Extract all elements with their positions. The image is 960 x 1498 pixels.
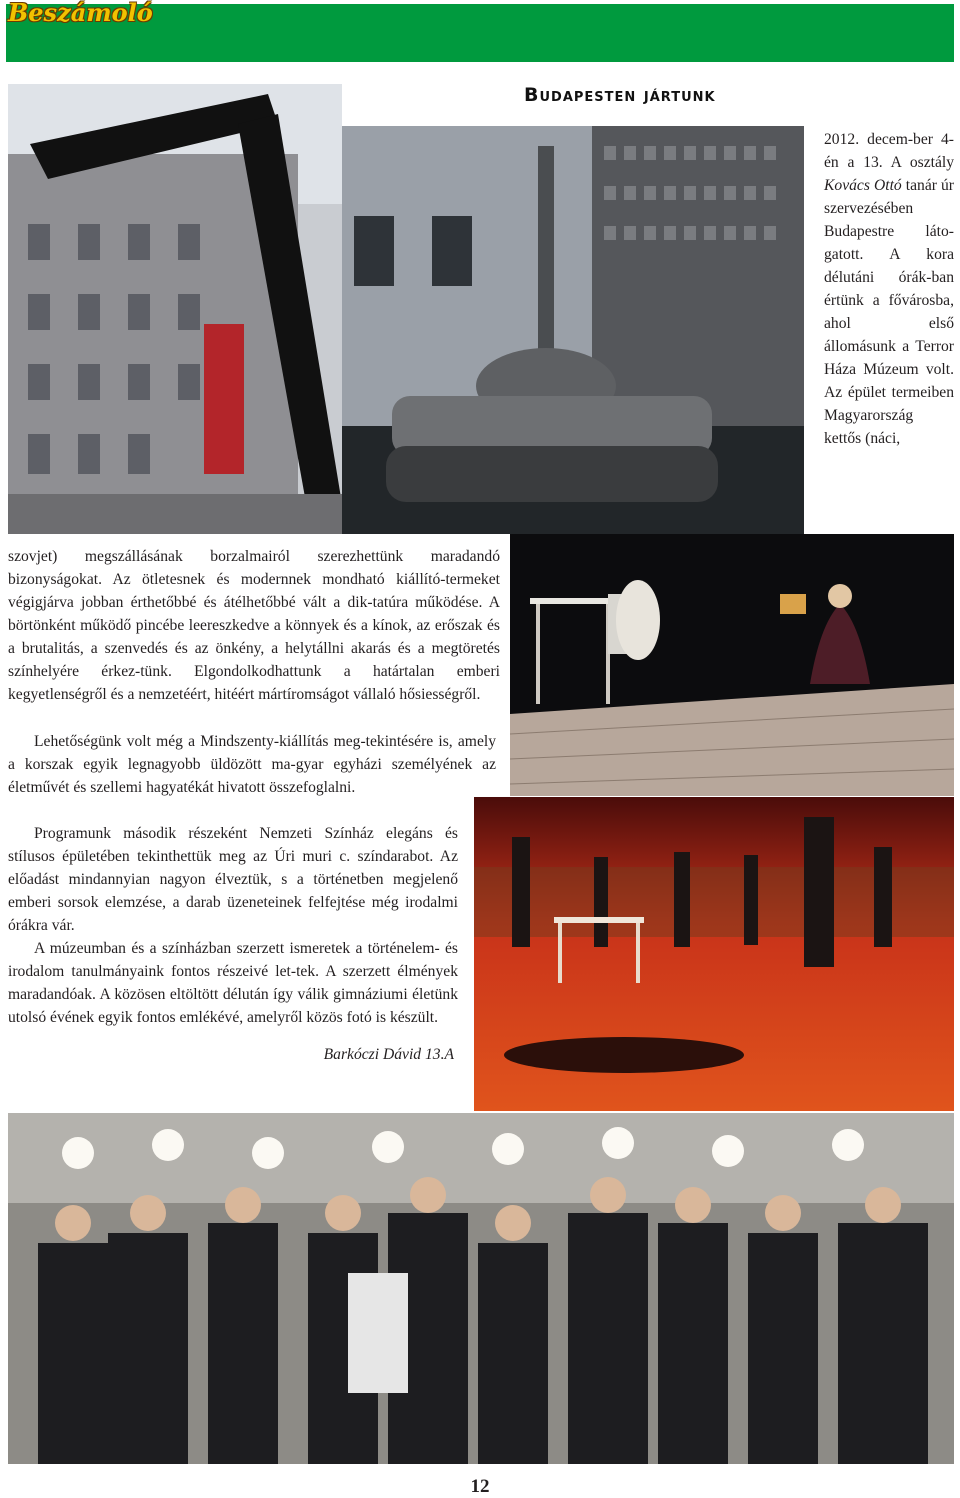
terror-house-photo xyxy=(8,84,342,534)
intro-paragraph xyxy=(824,128,954,450)
section-label: Beszámoló xyxy=(8,0,153,27)
body-text-narrow xyxy=(8,822,458,1029)
paragraph-terror-house: szovjet) megszállásának borzalmairól szerezhettünk maradandó bizonyságokat. Az ötletesnek és modernnek mondható kiállító-termeket végigjárva jobban érthetőbbé és átélhetőbbé vált a dik-tatúra működése. A börtönként működő pincébe leereszkedve a könnyek és a kínok, az erőszak és a brutalitás, a szenvedés és az önkény, a helytállni akarás és a megtöretés színhelyére érkez-tünk. Elgondolkodhattunk a határtalan emberi kegyetlenségről és a nemzetéért, hitéért mártíromságot vállaló hősiességről. xyxy=(8,548,500,703)
body-text-mid xyxy=(8,730,496,799)
paragraph-conclusion: A múzeumban és a színházban szerzett ismeretek a történelem- és irodalom tanulmányaink fontos részeivé let-tek. A szerzett élmények maradandóak. A közösen eltöltött délután így válik gimnáziumi életünk utolsó évének egyik fontos emlékévé, amelyről közös fotó is készült. xyxy=(8,940,458,1026)
paragraph-mindszenty: Lehetőségünk volt még a Mindszenty-kiállítás meg-tekintésére is, amely a korszak egyik legnagyobb üldözött ma-gyar egyházi személyének az életművét és szellemi hagyatékát hivatott összefoglalni. xyxy=(8,733,496,796)
intro-continuation: tanár úr szervezésében Budapestre láto-gatott. A kora délutáni órák-ban értünk a fővárosba, ahol első állomásunk a Terror Háza Múzeum volt. Az épület termeiben Magyarország kettős (náci, xyxy=(824,177,954,447)
theatre-photo-red-scene xyxy=(474,797,954,1111)
author-signature: Barkóczi Dávid 13.A xyxy=(323,1046,454,1063)
intro-date-text: 2012. decem-ber 4-én a 13. A osztály xyxy=(824,131,954,171)
article-title: Budapesten jártunk xyxy=(524,84,716,106)
theatre-photo-stage xyxy=(510,534,954,796)
teacher-name: Kovács Ottó xyxy=(824,177,902,194)
page-number: 12 xyxy=(470,1476,490,1497)
group-photo xyxy=(8,1113,954,1464)
paragraph-theatre: Programunk második részeként Nemzeti Színház elegáns és stílusos épületében tekinthettük meg az Úri muri c. színdarabot. Az előadást mindannyian nagyon élveztük, s a történetben megjelenő emberi sorsok elemzése, a darab üzeneteinek felfejtése még irodalmi órákra vár. xyxy=(8,825,458,934)
body-text-wide xyxy=(8,545,500,706)
tank-photo xyxy=(342,126,804,534)
